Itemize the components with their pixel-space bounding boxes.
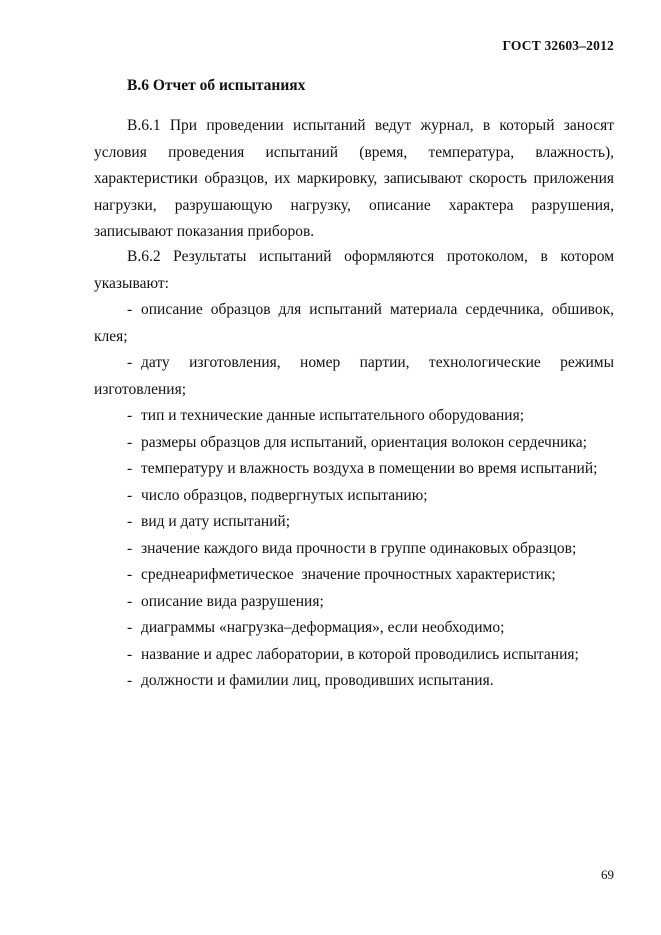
list-item-text: среднеарифметическое значение прочностных характеристик; (141, 566, 556, 583)
bullet-dash: - (127, 672, 133, 689)
bullet-dash: - (127, 619, 133, 636)
bullet-dash: - (127, 460, 133, 477)
list-item-text: тип и технические данные испытательного оборудования; (141, 407, 525, 424)
list-item-text: температуру и влажность воздуха в помещении во время испытаний; (141, 460, 598, 477)
list-item (94, 430, 614, 457)
document-header-standard: ГОСТ 32603–2012 (502, 38, 614, 53)
list-item-text: число образцов, подвергнутых испытанию; (141, 486, 428, 504)
bullet-dash: - (127, 433, 133, 451)
paragraph-b61: В.6.1 При проведении испытаний ведут журнал, в который заносят условия проведения испытаний (время, температура, влажность), характеристики образцов, их маркировку, записывают скорость приложения нагрузки, разрушающую нагрузку, описание характера разрушения, записывают показания приборов. (94, 117, 614, 240)
bullet-dash: - (127, 539, 133, 557)
list-item-text: значение каждого вида прочности в группе одинаковых образцов; (141, 539, 577, 557)
list-item (94, 668, 614, 695)
list-item (94, 350, 614, 403)
list-item-text: описание вида разрушения; (141, 592, 324, 610)
list-item-text: диаграммы «нагрузка–деформация», если необходимо; (141, 619, 505, 636)
list-item (94, 562, 614, 589)
bullet-dash: - (127, 592, 133, 610)
list-item (94, 403, 614, 430)
list-item (94, 483, 614, 510)
bullet-dash: - (127, 513, 133, 530)
page-number: 69 (601, 867, 614, 882)
list-item-text: название и адрес лаборатории, в которой проводились испытания; (141, 645, 579, 663)
bullet-dash: - (127, 407, 133, 424)
section-title: В.6 Отчет об испытаниях (127, 77, 306, 94)
list-item-text: дату изготовления, номер партии, технологические режимы изготовления; (94, 354, 614, 398)
paragraph-b62: В.6.2 Результаты испытаний оформляются протоколом, в котором указывают: (94, 248, 614, 292)
list-item (94, 536, 614, 563)
bullet-dash: - (127, 354, 133, 371)
list-item (94, 297, 614, 350)
list-item-text: описание образцов для испытаний материала сердечника, обшивок, клея; (94, 301, 614, 345)
bullet-dash: - (127, 301, 133, 318)
bullet-dash: - (127, 645, 133, 663)
list-item-text: должности и фамилии лиц, проводивших испытания. (141, 672, 494, 689)
report-contents-list (94, 297, 614, 695)
list-item (94, 642, 614, 669)
list-item (94, 509, 614, 536)
list-item-text: вид и дату испытаний; (141, 513, 291, 530)
list-item (94, 456, 614, 483)
bullet-dash: - (127, 566, 133, 583)
bullet-dash: - (127, 486, 133, 504)
list-item-text: размеры образцов для испытаний, ориентация волокон сердечника; (141, 433, 587, 451)
list-item (94, 615, 614, 642)
list-item (94, 589, 614, 616)
